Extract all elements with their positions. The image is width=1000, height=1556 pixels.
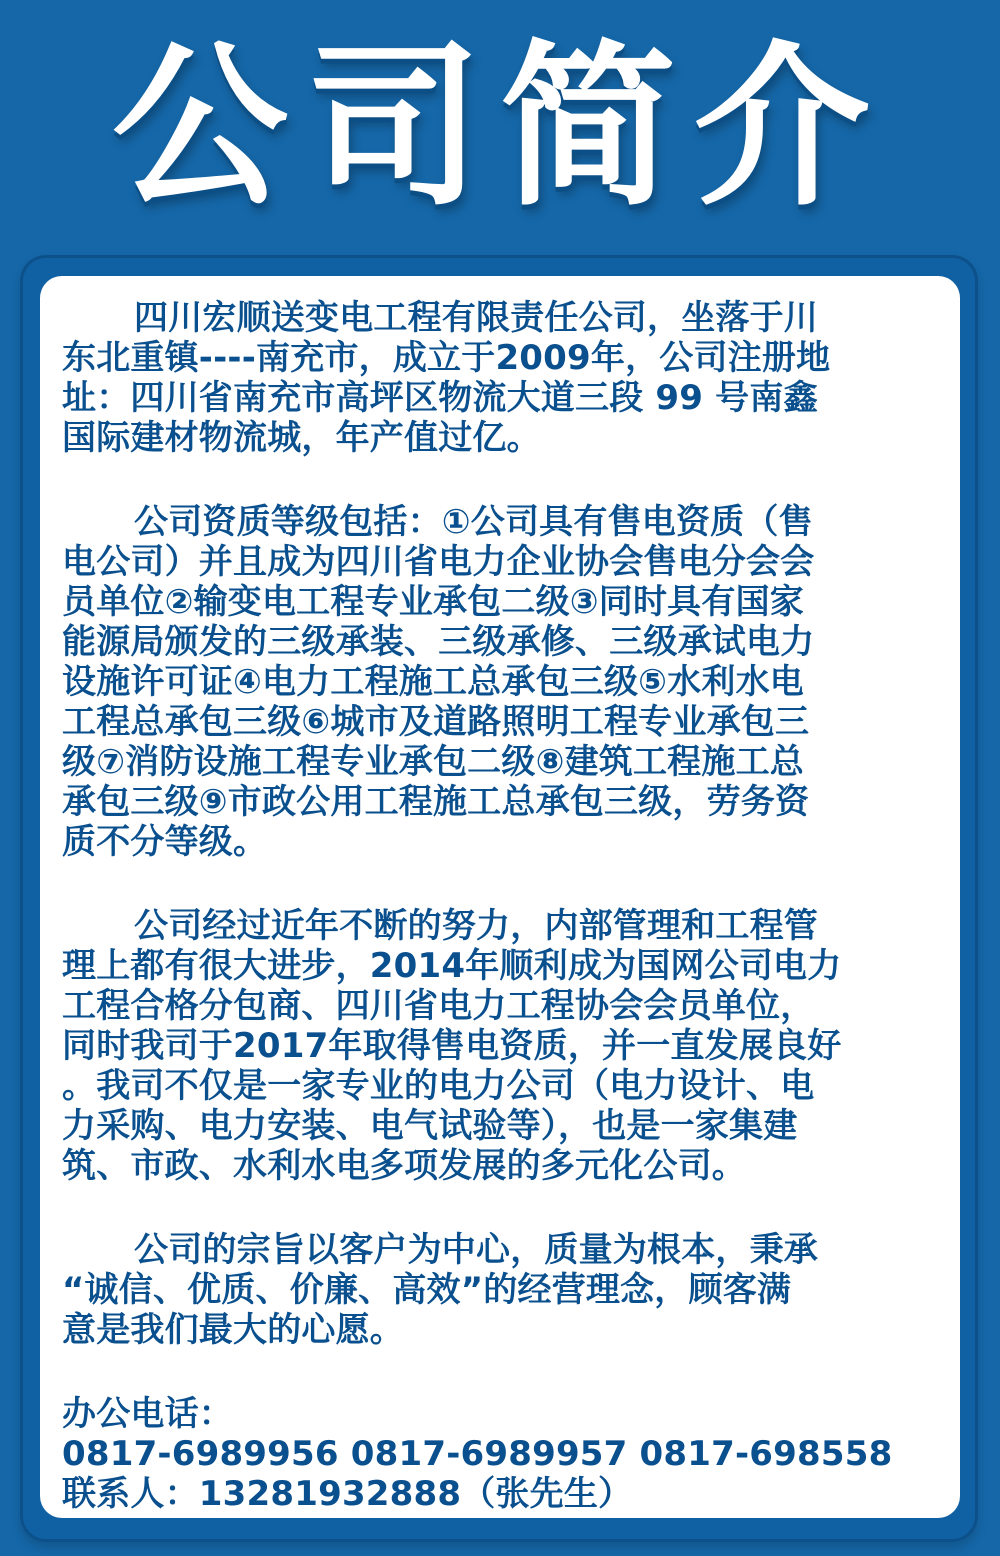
text-line: 力采购、电力安装、电气试验等），也是一家集建	[62, 1106, 798, 1146]
text-line: 址：四川省南充市高坪区物流大道三段 99 号南鑫	[62, 378, 818, 418]
text-line: 四川宏顺送变电工程有限责任公司，坐落于川	[134, 298, 818, 338]
text-line: 电公司）并且成为四川省电力企业协会售电分会会	[62, 542, 815, 582]
spacer	[62, 458, 960, 502]
phone-numbers: 0817-6989956 0817-6989957 0817-698558	[62, 1434, 893, 1474]
text-line: 工程合格分包商、四川省电力工程协会会员单位，	[62, 986, 815, 1026]
text-line: 筑、市政、水利水电多项发展的多元化公司。	[62, 1146, 746, 1186]
text-line: 工程总承包三级⑥城市及道路照明工程专业承包三	[62, 702, 810, 742]
text-line: 承包三级⑨市政公用工程施工总承包三级，劳务资	[62, 782, 810, 822]
paragraph-qualifications	[62, 502, 960, 862]
text-line: 员单位②输变电工程专业承包二级③同时具有国家	[62, 582, 804, 622]
text-line: 公司的宗旨以客户为中心，质量为根本，秉承	[134, 1230, 818, 1270]
paragraph-development	[62, 906, 960, 1186]
text-line: 设施许可证④电力工程施工总承包三级⑤水利水电	[62, 662, 804, 702]
contact-block	[62, 1394, 960, 1514]
text-line: 公司经过近年不断的努力，内部管理和工程管	[134, 906, 818, 946]
text-line: 质不分等级。	[62, 822, 268, 862]
text-line: 国际建材物流城，年产值过亿。	[62, 418, 541, 458]
intro-card	[40, 276, 960, 1518]
spacer	[62, 1350, 960, 1394]
text-line: 。我司不仅是一家专业的电力公司（电力设计、电	[62, 1066, 815, 1106]
text-line: 意是我们最大的心愿。	[62, 1310, 404, 1350]
paragraph-mission	[62, 1230, 960, 1350]
spacer	[62, 862, 960, 906]
text-line: 公司资质等级包括：①公司具有售电资质（售	[134, 502, 813, 542]
phone-label: 办公电话：	[62, 1394, 233, 1434]
spacer	[62, 1186, 960, 1230]
text-line: 级⑦消防设施工程专业承包二级⑧建筑工程施工总	[62, 742, 804, 782]
text-line: “诚信、优质、价廉、高效”的经营理念，顾客满	[62, 1270, 792, 1310]
text-line: 能源局颁发的三级承装、三级承修、三级承试电力	[62, 622, 815, 662]
paragraph-location	[62, 298, 960, 458]
text-line: 同时我司于2017年取得售电资质，并一直发展良好	[62, 1026, 842, 1066]
page-title: 公司简介	[111, 25, 888, 230]
contact-person: 联系人：13281932888（张先生）	[62, 1474, 633, 1514]
text-line: 理上都有很大进步，2014年顺利成为国网公司电力	[62, 946, 842, 986]
text-line: 东北重镇----南充市，成立于2009年，公司注册地	[62, 338, 831, 378]
